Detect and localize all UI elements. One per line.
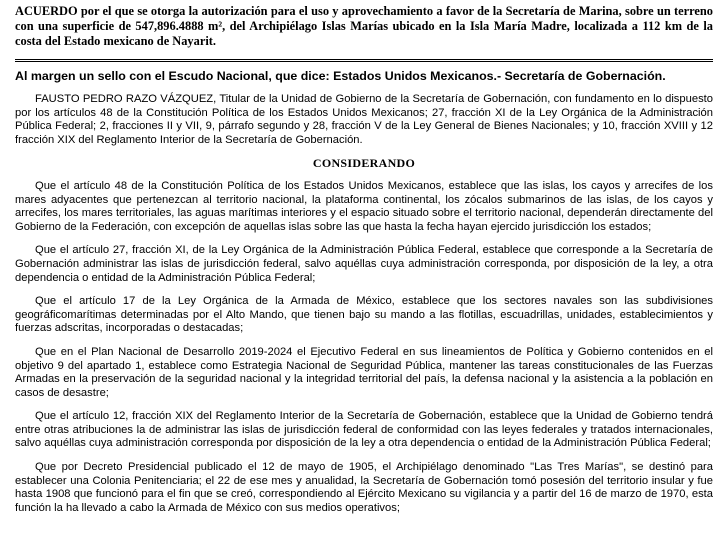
intro-paragraph: FAUSTO PEDRO RAZO VÁZQUEZ, Titular de la Unidad de Gobierno de la Secretaría de Gobernación, con fundamento en lo dispuesto por los artículos 48 de la Constitución Política de los Estados Unidos Mexicanos; 27, fracción XI de la Ley Orgánica de la Administración Pública Federal; 2, fracciones II y VII, 9, párrafo segundo y 28, fracción V de la Ley General de Bienes Nacionales; y 10, fracción XVIII y 12 fracción XIX del Reglamento Interior de la Secretaría de Gobernación. <box>15 93 713 146</box>
seal-line: Al margen un sello con el Escudo Nacional, que dice: Estados Unidos Mexicanos.- Secretaría de Gobernación. <box>15 69 666 83</box>
considerando-paragraph: Que el artículo 48 de la Constitución Política de los Estados Unidos Mexicanos, establece que las islas, los cayos y arrecifes de los mares adyacentes que pertenezcan al territorio nacional, la plataforma continental, los zócalos submarinos de las islas, de los cayos y arrecifes, los mares territoriales, las aguas marítimas interiores y el espacio situado sobre el territorio nacional, dependerán directamente del Gobierno de la Federación, con excepción de aquellas islas sobre las que hasta la fecha hayan ejercido jurisdicción los estados; <box>15 179 713 233</box>
considerando-paragraph: Que por Decreto Presidencial publicado el 12 de mayo de 1905, el Archipiélago denominado "Las Tres Marías", se destinó para establecer una Colonia Penitenciaria; el 22 de ese mes y anualidad, la Secretaría de Gobernación tomó posesión del territorio insular y fue hasta 1908 que funcionó para el fin que se creó, correspondiendo al Ejército Mexicano su vigilancia y a partir del 16 de marzo de 1970, esta función la ha llevado a cabo la Armada de México con sus medios operativos; <box>15 461 713 514</box>
considerando-paragraph: Que el artículo 17 de la Ley Orgánica de la Armada de México, establece que los sectores navales son las subdivisiones geográficomarítimas determinadas por el Alto Mando, que tienen bajo su mando a las flotillas, escuadrillas, unidades, establecimientos y fuerzas adscritas, incorporadas o destacadas; <box>15 295 713 335</box>
considerando-paragraph: Que el artículo 27, fracción XI, de la Ley Orgánica de la Administración Pública Federal, establece que corresponde a la Secretaría de Gobernación administrar las islas de jurisdicción federal, salvo aquéllas cuya administración corresponda, por disposición de la ley, a otra dependencia o entidad de la Administración Pública Federal; <box>15 244 713 284</box>
title-divider <box>15 59 713 60</box>
considerando-heading: CONSIDERANDO <box>312 156 416 171</box>
document-title: ACUERDO por el que se otorga la autorización para el uso y aprovechamiento a favor de la Secretaría de Marina, sobre un terreno con una superficie de 547,896.4888 m², del Archipiélago Islas Marías ubicado en la Isla María Madre, localizada a 112 km de la costa del Estado mexicano de Nayarit. <box>15 4 713 48</box>
considerando-paragraph: Que el artículo 12, fracción XIX del Reglamento Interior de la Secretaría de Gobernación, establece que la Unidad de Gobierno tendrá entre otras atribuciones la de administrar las islas de jurisdicción federal de conformidad con las leyes federales y tratados internacionales, salvo aquéllas cuya administración corresponda por disposición de la ley a otra dependencia o entidad de la Administración Pública Federal; <box>15 410 713 450</box>
document-body <box>15 93 713 525</box>
title-divider-second <box>15 61 713 62</box>
considerando-paragraph: Que en el Plan Nacional de Desarrollo 2019-2024 el Ejecutivo Federal en sus lineamientos de Política y Gobierno contenidos en el objetivo 9 del apartado 1, establece como Estrategia Nacional de Seguridad Pública, mantener las tareas constitucionales de las Fuerzas Armadas en la preservación de la seguridad nacional y la integridad territorial del país, la defensa nacional y la asistencia a la población en casos de desastre; <box>15 345 713 399</box>
